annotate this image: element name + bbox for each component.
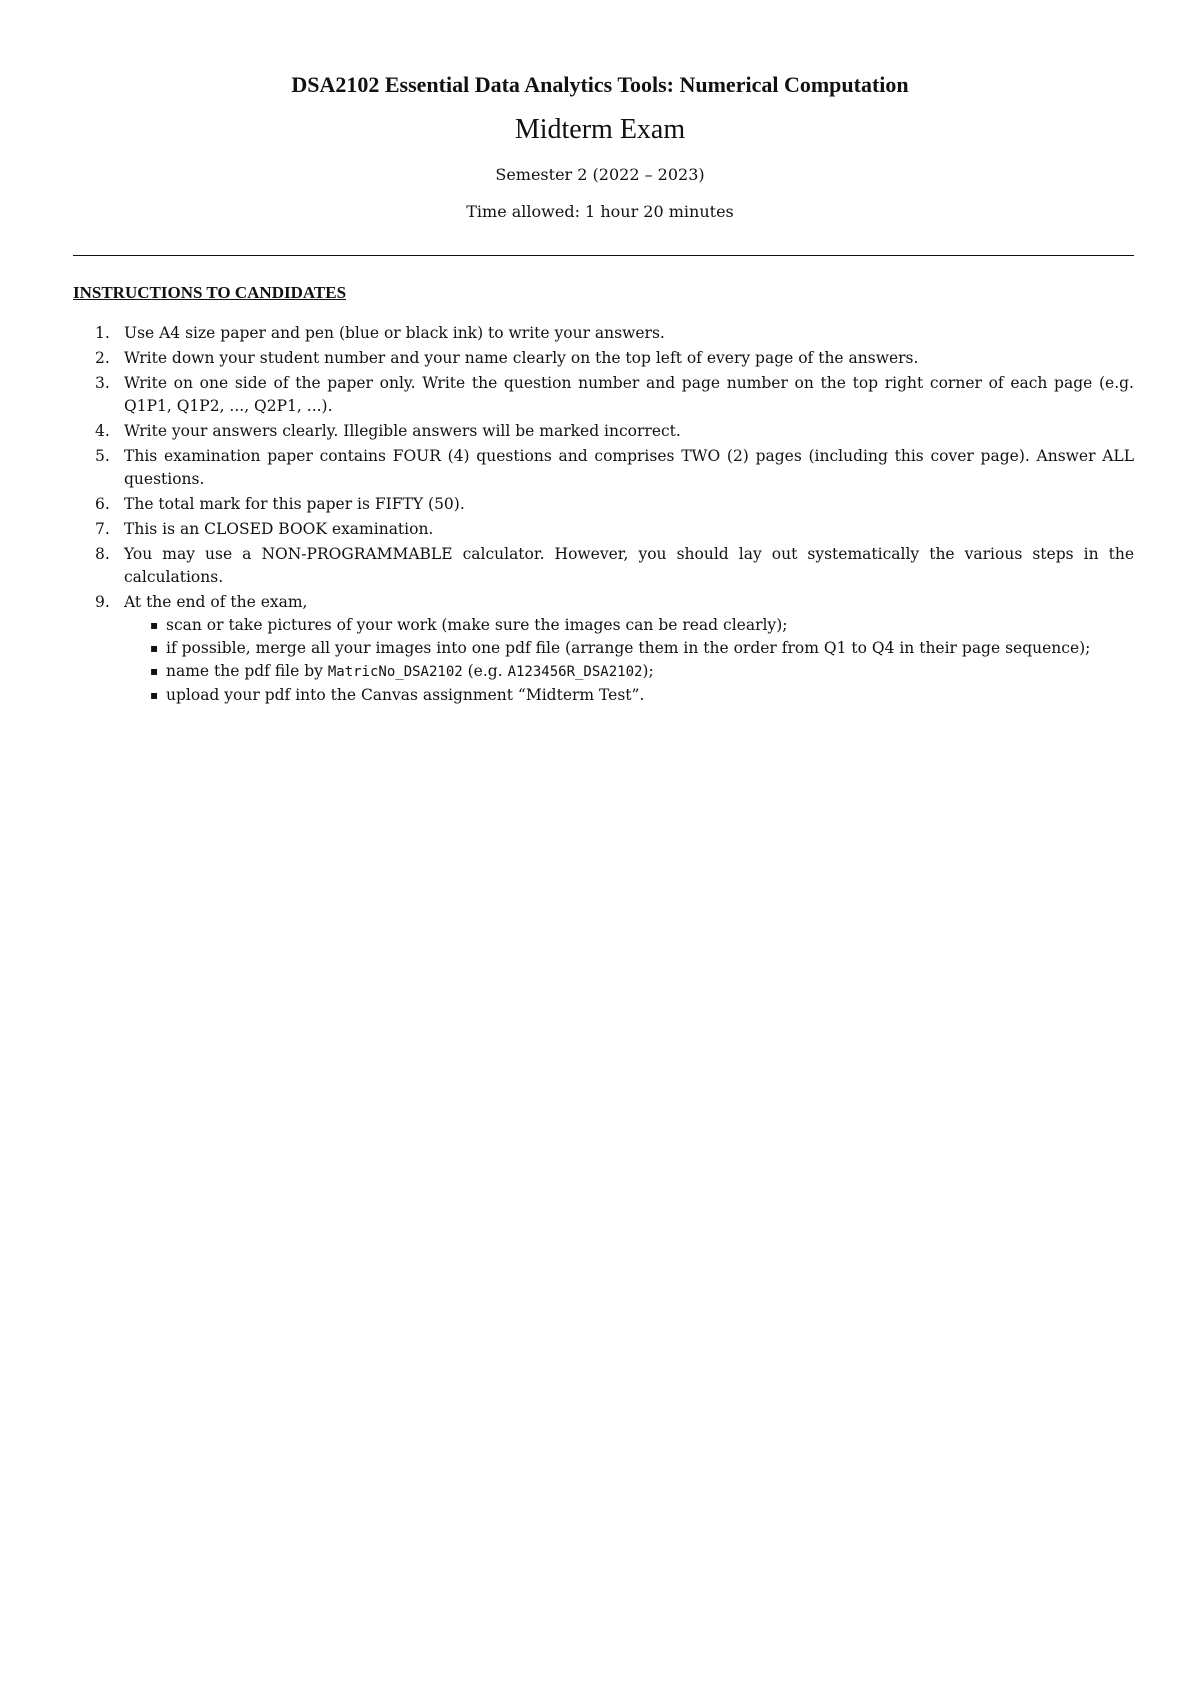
sub-item-text: upload your pdf into the Canvas assignment “Midterm Test”. <box>166 686 645 704</box>
instruction-text: The total mark for this paper is FIFTY (50). <box>124 495 465 513</box>
bullet-icon: ▪ <box>150 618 159 632</box>
instruction-item <box>73 372 1134 418</box>
horizontal-divider <box>73 255 1134 256</box>
bullet-icon: ▪ <box>150 664 159 678</box>
sub-item-text: ); <box>642 662 654 680</box>
instruction-item <box>73 347 1134 370</box>
sub-item-upload <box>124 684 1134 707</box>
time-allowed-line: Time allowed: 1 hour 20 minutes <box>466 202 734 221</box>
instruction-text: This is an CLOSED BOOK examination. <box>124 520 434 538</box>
instruction-number: 1. <box>95 324 110 342</box>
instruction-text: At the end of the exam, <box>124 593 308 611</box>
instruction-text: Write on one side of the paper only. Write the question number and page number on the top right corner of each page (e.g. Q1P1, Q1P2, ..., Q2P1, ...). <box>124 374 1134 415</box>
instruction-text: Write down your student number and your name clearly on the top left of every page of the answers. <box>124 349 919 367</box>
instruction-text: Write your answers clearly. Illegible answers will be marked incorrect. <box>124 422 681 440</box>
instruction-item <box>73 445 1134 491</box>
end-of-exam-steps <box>124 614 1134 707</box>
instruction-text: You may use a NON-PROGRAMMABLE calculator. However, you should lay out systematically the various steps in the calculations. <box>124 545 1134 586</box>
instruction-number: 7. <box>95 520 110 538</box>
instruction-text: This examination paper contains FOUR (4) questions and comprises TWO (2) pages (including this cover page). Answer ALL questions. <box>124 447 1134 488</box>
sub-item-text: (e.g. <box>462 662 508 680</box>
semester-line: Semester 2 (2022 – 2023) <box>495 165 705 184</box>
instruction-number: 2. <box>95 349 110 367</box>
instruction-item <box>73 493 1134 516</box>
course-title: DSA2102 Essential Data Analytics Tools: Numerical Computation <box>291 72 909 97</box>
bullet-icon: ▪ <box>150 641 159 655</box>
instruction-item <box>73 420 1134 443</box>
bullet-icon: ▪ <box>150 688 159 702</box>
instruction-number: 4. <box>95 422 110 440</box>
instruction-item <box>73 543 1134 589</box>
instruction-number: 6. <box>95 495 110 513</box>
filename-example: A123456R_DSA2102 <box>507 664 643 680</box>
instruction-item <box>73 591 1134 707</box>
filename-pattern: MatricNo_DSA2102 <box>327 664 463 680</box>
sub-item-text: if possible, merge all your images into one pdf file (arrange them in the order from Q1 to Q4 in their page sequence); <box>166 639 1091 657</box>
instruction-number: 5. <box>95 447 110 465</box>
sub-item-text: scan or take pictures of your work (make sure the images can be read clearly); <box>166 616 788 634</box>
instruction-number: 9. <box>95 593 110 611</box>
instructions-heading: INSTRUCTIONS TO CANDIDATES <box>73 283 347 302</box>
sub-item-text: name the pdf file by <box>166 662 328 680</box>
instruction-text: Use A4 size paper and pen (blue or black ink) to write your answers. <box>124 324 665 342</box>
exam-title: Midterm Exam <box>514 114 686 145</box>
sub-item-merge <box>124 637 1134 660</box>
instructions-list <box>73 322 1134 709</box>
instruction-item <box>73 518 1134 541</box>
instruction-number: 8. <box>95 545 110 563</box>
sub-item-scan <box>124 614 1134 637</box>
instruction-number: 3. <box>95 374 110 392</box>
instruction-item <box>73 322 1134 345</box>
sub-item-name <box>124 660 1134 684</box>
